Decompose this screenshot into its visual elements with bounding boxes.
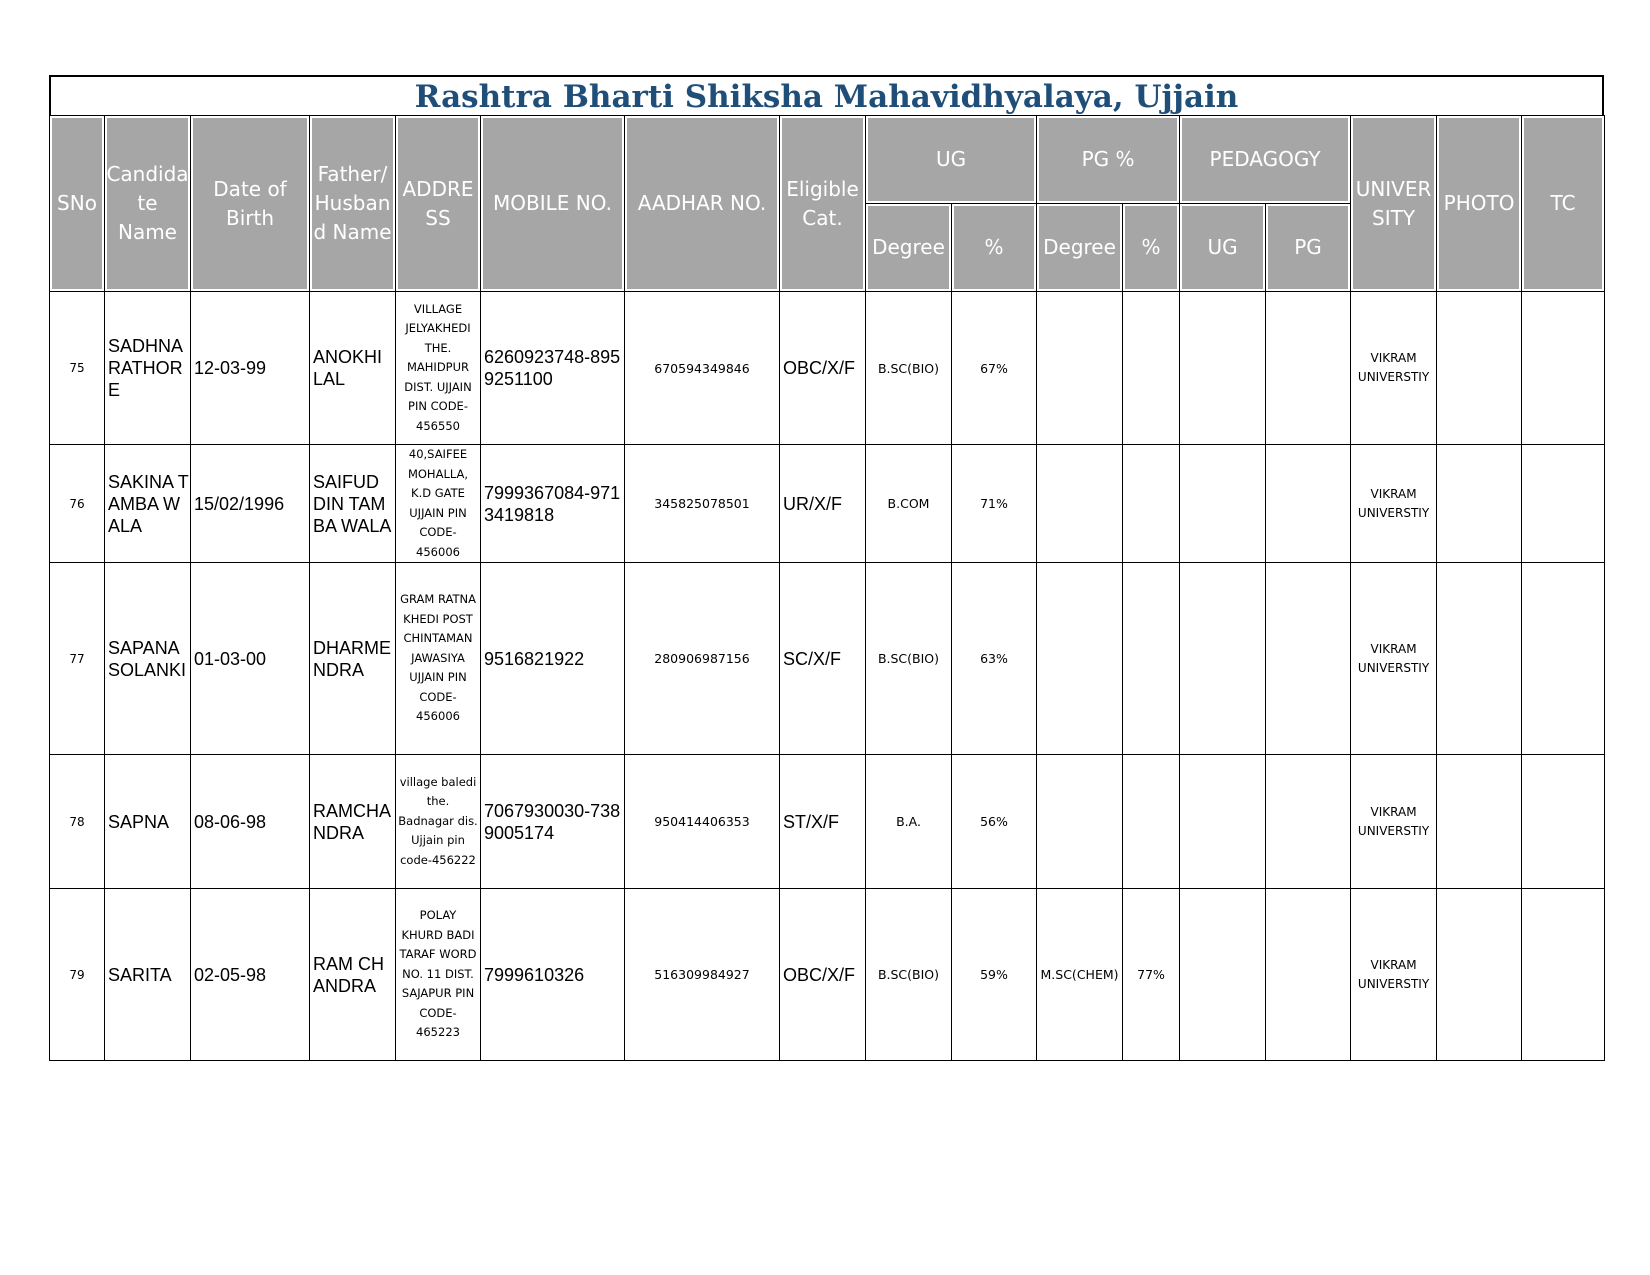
cell-photo xyxy=(1437,755,1522,889)
cell-tc xyxy=(1522,755,1605,889)
header-ug: UG xyxy=(866,116,1037,204)
cell-pg-percent xyxy=(1123,563,1180,755)
header-photo: PHOTO xyxy=(1437,116,1522,292)
cell-eligible-cat: ST/X/F xyxy=(780,755,866,889)
cell-university: VIKRAM UNIVERSTIY xyxy=(1351,755,1437,889)
page-title: Rashtra Bharti Shiksha Mahavidhyalaya, Ujjain xyxy=(414,79,1239,115)
cell-father-name: DHARMENDRA xyxy=(310,563,396,755)
cell-mobile: 7999610326 xyxy=(481,889,625,1061)
cell-sno: 79 xyxy=(50,889,105,1061)
cell-father-name: SAIFUD DIN TAMBA WALA xyxy=(310,445,396,563)
header-aadhar: AADHAR NO. xyxy=(625,116,780,292)
cell-pedagogy-ug xyxy=(1180,563,1266,755)
cell-aadhar: 516309984927 xyxy=(625,889,780,1061)
table-row xyxy=(50,292,1605,445)
cell-mobile: 7067930030-7389005174 xyxy=(481,755,625,889)
cell-university: VIKRAM UNIVERSTIY xyxy=(1351,563,1437,755)
header-candidate-name: Candida te Name xyxy=(105,116,191,292)
cell-pedagogy-ug xyxy=(1180,889,1266,1061)
table-row xyxy=(50,563,1605,755)
cell-university: VIKRAM UNIVERSTIY xyxy=(1351,292,1437,445)
cell-sno: 75 xyxy=(50,292,105,445)
cell-pg-percent: 77% xyxy=(1123,889,1180,1061)
cell-address: GRAM RATNA KHEDI POST CHINTAMAN JAWASIYA UJJAIN PIN CODE-456006 xyxy=(396,563,481,755)
cell-pedagogy-ug xyxy=(1180,292,1266,445)
cell-tc xyxy=(1522,292,1605,445)
cell-date-of-birth: 02-05-98 xyxy=(191,889,310,1061)
header-pedagogy-pg: PG xyxy=(1266,204,1351,292)
header-pedagogy-ug: UG xyxy=(1180,204,1266,292)
cell-aadhar: 950414406353 xyxy=(625,755,780,889)
cell-candidate-name: SAKINA TAMBA WALA xyxy=(105,445,191,563)
cell-father-name: ANOKHI LAL xyxy=(310,292,396,445)
header-father-name: Father/ Husban d Name xyxy=(310,116,396,292)
cell-pg-degree xyxy=(1037,445,1123,563)
cell-pg-percent xyxy=(1123,292,1180,445)
cell-pedagogy-pg xyxy=(1266,563,1351,755)
cell-photo xyxy=(1437,292,1522,445)
cell-pedagogy-ug xyxy=(1180,755,1266,889)
cell-photo xyxy=(1437,563,1522,755)
cell-university: VIKRAM UNIVERSTIY xyxy=(1351,889,1437,1061)
cell-date-of-birth: 08-06-98 xyxy=(191,755,310,889)
cell-pg-degree xyxy=(1037,292,1123,445)
header-date-of-birth: Date of Birth xyxy=(191,116,310,292)
header-address: ADDRE SS xyxy=(396,116,481,292)
cell-sno: 76 xyxy=(50,445,105,563)
cell-ug-percent: 59% xyxy=(952,889,1037,1061)
cell-pedagogy-pg xyxy=(1266,889,1351,1061)
table-header xyxy=(50,116,1605,292)
cell-pedagogy-pg xyxy=(1266,445,1351,563)
header-sno: SNo xyxy=(50,116,105,292)
cell-aadhar: 670594349846 xyxy=(625,292,780,445)
table-row xyxy=(50,755,1605,889)
cell-ug-degree: B.SC(BIO) xyxy=(866,889,952,1061)
cell-sno: 77 xyxy=(50,563,105,755)
cell-pg-degree xyxy=(1037,755,1123,889)
cell-pg-degree xyxy=(1037,563,1123,755)
cell-eligible-cat: SC/X/F xyxy=(780,563,866,755)
cell-pedagogy-pg xyxy=(1266,292,1351,445)
table-body xyxy=(50,292,1605,1061)
cell-candidate-name: SAPANA SOLANKI xyxy=(105,563,191,755)
cell-ug-degree: B.COM xyxy=(866,445,952,563)
candidate-table xyxy=(49,115,1605,1061)
cell-ug-degree: B.SC(BIO) xyxy=(866,563,952,755)
cell-pg-percent xyxy=(1123,445,1180,563)
cell-tc xyxy=(1522,889,1605,1061)
cell-sno: 78 xyxy=(50,755,105,889)
table-row xyxy=(50,889,1605,1061)
cell-mobile: 9516821922 xyxy=(481,563,625,755)
cell-photo xyxy=(1437,889,1522,1061)
cell-date-of-birth: 01-03-00 xyxy=(191,563,310,755)
cell-ug-degree: B.SC(BIO) xyxy=(866,292,952,445)
cell-address: POLAY KHURD BADI TARAF WORD NO. 11 DIST. SAJAPUR PIN CODE-465223 xyxy=(396,889,481,1061)
cell-university: VIKRAM UNIVERSTIY xyxy=(1351,445,1437,563)
cell-ug-percent: 67% xyxy=(952,292,1037,445)
cell-aadhar: 280906987156 xyxy=(625,563,780,755)
header-ug-percent: % xyxy=(952,204,1037,292)
cell-pg-percent xyxy=(1123,755,1180,889)
cell-ug-percent: 71% xyxy=(952,445,1037,563)
title-box xyxy=(49,75,1604,115)
cell-ug-percent: 63% xyxy=(952,563,1037,755)
header-pg-degree: Degree xyxy=(1037,204,1123,292)
admission-sheet xyxy=(49,75,1604,1061)
header-university: UNIVER SITY xyxy=(1351,116,1437,292)
cell-ug-degree: B.A. xyxy=(866,755,952,889)
cell-date-of-birth: 12-03-99 xyxy=(191,292,310,445)
header-pg-percent: % xyxy=(1123,204,1180,292)
cell-tc xyxy=(1522,445,1605,563)
cell-address: VILLAGE JELYAKHEDI THE. MAHIDPUR DIST. UJJAIN PIN CODE-456550 xyxy=(396,292,481,445)
cell-pg-degree: M.SC(CHEM) xyxy=(1037,889,1123,1061)
cell-mobile: 6260923748-8959251100 xyxy=(481,292,625,445)
header-pedagogy: PEDAGOGY xyxy=(1180,116,1351,204)
cell-tc xyxy=(1522,563,1605,755)
cell-aadhar: 345825078501 xyxy=(625,445,780,563)
cell-eligible-cat: UR/X/F xyxy=(780,445,866,563)
cell-pedagogy-pg xyxy=(1266,755,1351,889)
cell-father-name: RAM CHANDRA xyxy=(310,889,396,1061)
cell-photo xyxy=(1437,445,1522,563)
cell-eligible-cat: OBC/X/F xyxy=(780,292,866,445)
cell-address: village baledi the. Badnagar dis. Ujjain pin code-456222 xyxy=(396,755,481,889)
cell-ug-percent: 56% xyxy=(952,755,1037,889)
cell-candidate-name: SARITA xyxy=(105,889,191,1061)
cell-candidate-name: SADHNA RATHORE xyxy=(105,292,191,445)
cell-mobile: 7999367084-9713419818 xyxy=(481,445,625,563)
header-eligible-cat: Eligible Cat. xyxy=(780,116,866,292)
header-mobile: MOBILE NO. xyxy=(481,116,625,292)
header-pg: PG % xyxy=(1037,116,1180,204)
cell-candidate-name: SAPNA xyxy=(105,755,191,889)
cell-eligible-cat: OBC/X/F xyxy=(780,889,866,1061)
header-ug-degree: Degree xyxy=(866,204,952,292)
cell-address: 40,SAIFEE MOHALLA, K.D GATE UJJAIN PIN CODE-456006 xyxy=(396,445,481,563)
table-row xyxy=(50,445,1605,563)
cell-date-of-birth: 15/02/1996 xyxy=(191,445,310,563)
header-tc: TC xyxy=(1522,116,1605,292)
cell-father-name: RAMCHANDRA xyxy=(310,755,396,889)
cell-pedagogy-ug xyxy=(1180,445,1266,563)
